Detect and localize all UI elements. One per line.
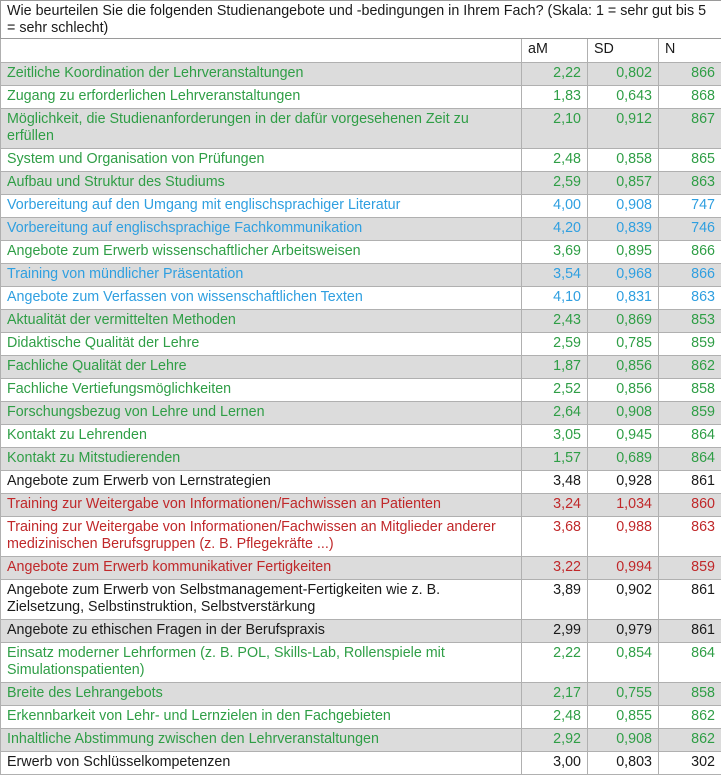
row-am: 2,99: [522, 620, 588, 643]
row-am: 2,17: [522, 683, 588, 706]
row-sd: 0,908: [588, 402, 659, 425]
row-n: 861: [659, 471, 721, 494]
row-label: Inhaltliche Abstimmung zwischen den Lehrveranstaltungen: [1, 729, 522, 752]
row-n: 863: [659, 287, 721, 310]
table-row: [1, 287, 721, 310]
header-n: N: [659, 39, 721, 63]
row-n: 866: [659, 241, 721, 264]
row-n: 863: [659, 172, 721, 195]
row-am: 2,64: [522, 402, 588, 425]
row-sd: 0,908: [588, 195, 659, 218]
row-sd: 0,988: [588, 517, 659, 557]
row-am: 2,92: [522, 729, 588, 752]
row-am: 2,52: [522, 379, 588, 402]
table-row: [1, 241, 721, 264]
row-am: 2,48: [522, 149, 588, 172]
row-label: Angebote zu ethischen Fragen in der Berufspraxis: [1, 620, 522, 643]
row-label: Zeitliche Koordination der Lehrveranstaltungen: [1, 63, 522, 86]
table-row: [1, 310, 721, 333]
row-sd: 0,643: [588, 86, 659, 109]
row-am: 4,00: [522, 195, 588, 218]
table-row: [1, 683, 721, 706]
row-label: Möglichkeit, die Studienanforderungen in der dafür vorgesehenen Zeit zu erfüllen: [1, 109, 522, 149]
table-row: [1, 402, 721, 425]
row-label: Training zur Weitergabe von Informationen/Fachwissen an Patienten: [1, 494, 522, 517]
row-sd: 0,902: [588, 580, 659, 620]
row-am: 1,87: [522, 356, 588, 379]
row-am: 4,10: [522, 287, 588, 310]
row-n: 746: [659, 218, 721, 241]
row-label: System und Organisation von Prüfungen: [1, 149, 522, 172]
row-label: Aufbau und Struktur des Studiums: [1, 172, 522, 195]
row-n: 858: [659, 683, 721, 706]
row-label: Kontakt zu Mitstudierenden: [1, 448, 522, 471]
row-sd: 0,854: [588, 643, 659, 683]
row-label: Angebote zum Erwerb wissenschaftlicher Arbeitsweisen: [1, 241, 522, 264]
row-label: Forschungsbezug von Lehre und Lernen: [1, 402, 522, 425]
row-am: 4,20: [522, 218, 588, 241]
row-label: Angebote zum Verfassen von wissenschaftlichen Texten: [1, 287, 522, 310]
row-sd: 0,855: [588, 706, 659, 729]
row-n: 859: [659, 333, 721, 356]
table-row: [1, 149, 721, 172]
row-sd: 0,785: [588, 333, 659, 356]
table-row: [1, 172, 721, 195]
row-n: 859: [659, 402, 721, 425]
row-sd: 0,908: [588, 729, 659, 752]
row-n: 864: [659, 643, 721, 683]
row-sd: 0,857: [588, 172, 659, 195]
row-sd: 0,755: [588, 683, 659, 706]
row-n: 861: [659, 620, 721, 643]
header-row: [1, 39, 721, 63]
table-row: [1, 580, 721, 620]
row-sd: 0,858: [588, 149, 659, 172]
row-n: 863: [659, 517, 721, 557]
table-row: [1, 448, 721, 471]
row-am: 1,57: [522, 448, 588, 471]
row-label: Angebote zum Erwerb von Lernstrategien: [1, 471, 522, 494]
row-sd: 0,912: [588, 109, 659, 149]
row-label: Zugang zu erforderlichen Lehrveranstaltungen: [1, 86, 522, 109]
row-sd: 0,928: [588, 471, 659, 494]
row-sd: 0,689: [588, 448, 659, 471]
table-row: [1, 471, 721, 494]
row-n: 853: [659, 310, 721, 333]
row-sd: 0,968: [588, 264, 659, 287]
row-am: 2,22: [522, 63, 588, 86]
table-row: [1, 729, 721, 752]
row-label: Fachliche Qualität der Lehre: [1, 356, 522, 379]
table-row: [1, 379, 721, 402]
row-n: 747: [659, 195, 721, 218]
row-sd: 0,839: [588, 218, 659, 241]
row-sd: 0,979: [588, 620, 659, 643]
row-sd: 0,803: [588, 752, 659, 775]
row-am: 3,69: [522, 241, 588, 264]
table-row: [1, 643, 721, 683]
table-row: [1, 517, 721, 557]
row-am: 3,22: [522, 557, 588, 580]
row-label: Training zur Weitergabe von Informationen/Fachwissen an Mitglieder anderer medizinischen Berufsgruppen (z. B. Pflegekräfte ...): [1, 517, 522, 557]
row-am: 2,59: [522, 172, 588, 195]
row-sd: 0,994: [588, 557, 659, 580]
row-sd: 0,945: [588, 425, 659, 448]
table-row: [1, 264, 721, 287]
header-sd: SD: [588, 39, 659, 63]
question-row: [1, 1, 721, 39]
row-sd: 1,034: [588, 494, 659, 517]
row-n: 862: [659, 356, 721, 379]
row-am: 2,48: [522, 706, 588, 729]
row-label: Angebote zum Erwerb von Selbstmanagement-Fertigkeiten wie z. B. Zielsetzung, Selbstinstruktion, Selbstverstärkung: [1, 580, 522, 620]
row-n: 866: [659, 264, 721, 287]
table-row: [1, 218, 721, 241]
row-label: Vorbereitung auf den Umgang mit englischsprachiger Literatur: [1, 195, 522, 218]
row-label: Aktualität der vermittelten Methoden: [1, 310, 522, 333]
table-row: [1, 620, 721, 643]
row-n: 864: [659, 425, 721, 448]
row-label: Training von mündlicher Präsentation: [1, 264, 522, 287]
table-row: [1, 752, 721, 775]
row-n: 302: [659, 752, 721, 775]
row-am: 3,48: [522, 471, 588, 494]
row-n: 866: [659, 63, 721, 86]
row-am: 3,68: [522, 517, 588, 557]
table-row: [1, 494, 721, 517]
row-n: 859: [659, 557, 721, 580]
row-n: 862: [659, 729, 721, 752]
header-am: aM: [522, 39, 588, 63]
question-text: Wie beurteilen Sie die folgenden Studienangebote und -bedingungen in Ihrem Fach? (Skala: 1 = sehr gut bis 5 = sehr schlecht): [1, 1, 721, 39]
row-am: 1,83: [522, 86, 588, 109]
row-am: 2,22: [522, 643, 588, 683]
header-label: [1, 39, 522, 63]
row-sd: 0,802: [588, 63, 659, 86]
row-label: Breite des Lehrangebots: [1, 683, 522, 706]
row-am: 2,43: [522, 310, 588, 333]
table-row: [1, 63, 721, 86]
row-label: Didaktische Qualität der Lehre: [1, 333, 522, 356]
row-n: 858: [659, 379, 721, 402]
table-row: [1, 356, 721, 379]
row-sd: 0,856: [588, 379, 659, 402]
row-label: Einsatz moderner Lehrformen (z. B. POL, Skills-Lab, Rollenspiele mit Simulationspatienten): [1, 643, 522, 683]
row-am: 3,54: [522, 264, 588, 287]
row-am: 2,10: [522, 109, 588, 149]
row-label: Fachliche Vertiefungsmöglichkeiten: [1, 379, 522, 402]
row-label: Kontakt zu Lehrenden: [1, 425, 522, 448]
table-row: [1, 109, 721, 149]
row-label: Vorbereitung auf englischsprachige Fachkommunikation: [1, 218, 522, 241]
row-am: 3,05: [522, 425, 588, 448]
row-n: 865: [659, 149, 721, 172]
row-sd: 0,869: [588, 310, 659, 333]
row-n: 860: [659, 494, 721, 517]
row-n: 864: [659, 448, 721, 471]
row-sd: 0,831: [588, 287, 659, 310]
row-sd: 0,895: [588, 241, 659, 264]
row-n: 868: [659, 86, 721, 109]
table-row: [1, 425, 721, 448]
row-label: Erwerb von Schlüsselkompetenzen: [1, 752, 522, 775]
row-sd: 0,856: [588, 356, 659, 379]
row-n: 861: [659, 580, 721, 620]
table-row: [1, 706, 721, 729]
row-n: 862: [659, 706, 721, 729]
table-row: [1, 195, 721, 218]
row-am: 3,89: [522, 580, 588, 620]
table-row: [1, 333, 721, 356]
row-label: Angebote zum Erwerb kommunikativer Fertigkeiten: [1, 557, 522, 580]
table-row: [1, 557, 721, 580]
row-am: 2,59: [522, 333, 588, 356]
row-n: 867: [659, 109, 721, 149]
row-am: 3,24: [522, 494, 588, 517]
table-row: [1, 86, 721, 109]
row-label: Erkennbarkeit von Lehr- und Lernzielen in den Fachgebieten: [1, 706, 522, 729]
row-am: 3,00: [522, 752, 588, 775]
